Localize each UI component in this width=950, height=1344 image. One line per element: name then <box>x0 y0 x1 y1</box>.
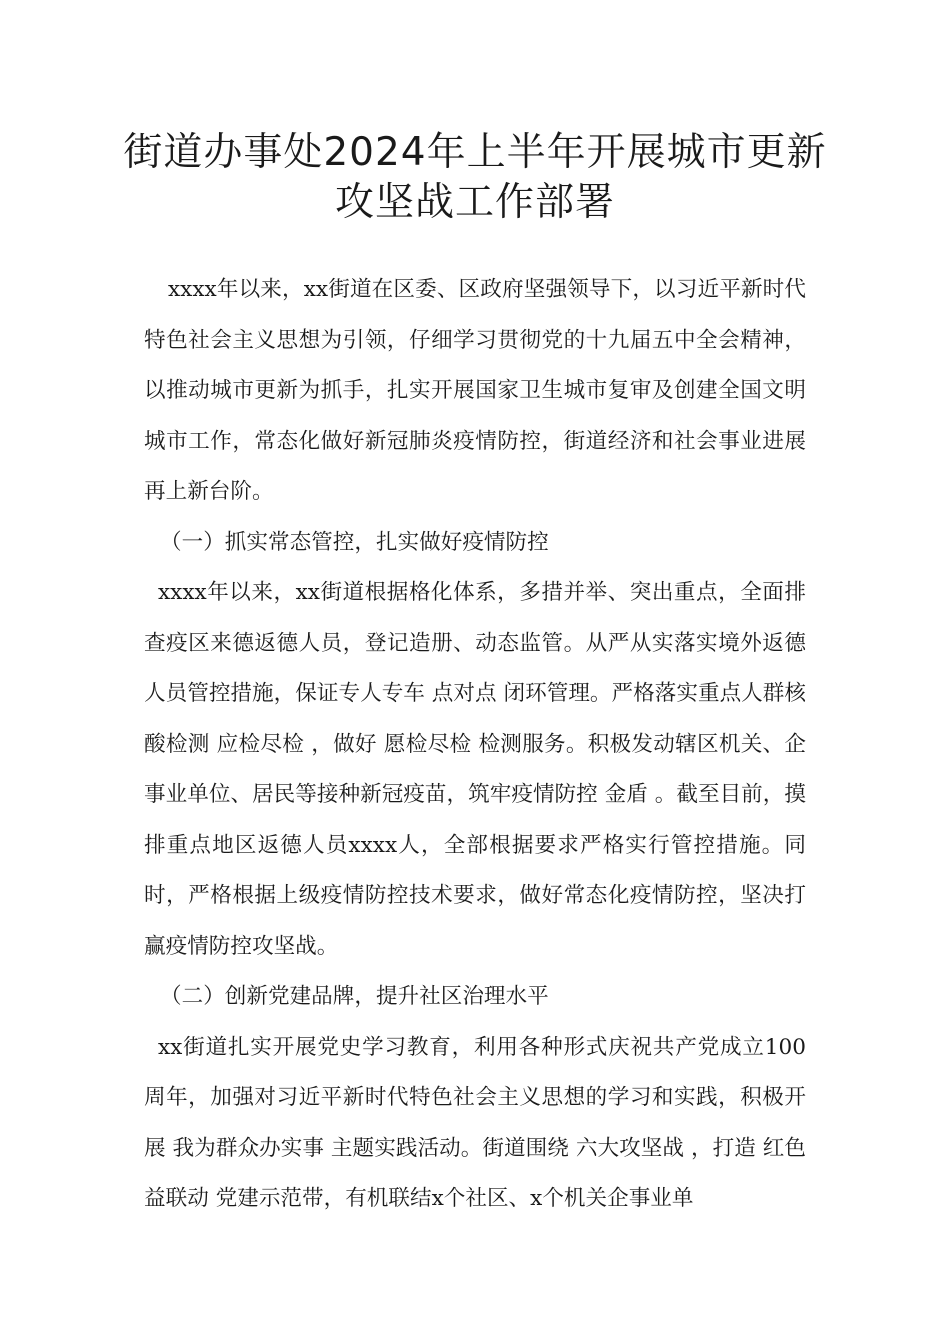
section-heading-2: （二）创新党建品牌，提升社区治理水平 <box>160 984 549 1009</box>
paragraph-intro: xxxx年以来，xx街道在区委、区政府坚强领导下，以习近平新时代特色社会主义思想为引领，仔细学习贯彻党的十九届五中全会精神，以推动城市更新为抓手，扎实开展国家卫生城市复审及创建全国文明城市工作，常态化做好新冠肺炎疫情防控，街道经济和社会事业进展再上新台阶。 <box>144 277 806 504</box>
section-heading-1: （一）抓实常态管控，扎实做好疫情防控 <box>160 529 549 555</box>
paragraph-section-2: xx街道扎实开展党史学习教育，利用各种形式庆祝共产党成立100周年，加强对习近平新时代特色社会主义思想的学习和实践，积极开展 我为群众办实事 主题实践活动。街道围绕 六大攻坚战 ，打造 红色益联动 党建示范带，有机联结x个社区、x个机关企事业单 <box>144 1034 806 1211</box>
document-title: 街道办事处2024年上半年开展城市更新攻坚战工作部署 <box>123 130 827 225</box>
document-body <box>144 265 806 1225</box>
paragraph-section-1: xxxx年以来，xx街道根据格化体系，多措并举、突出重点，全面排查疫区来德返德人员，登记造册、动态监管。从严从实落实境外返德人员管控措施，保证专人专车 点对点 闭环管理。严格落实重点人群核酸检测 应检尽检 ，做好 愿检尽检 检测服务。积极发动辖区机关、企事业单位、居民等接种新冠疫苗，筑牢疫情防控 金盾 。截至目前，摸排重点地区返德人员xxxx人，全部根据要求严格实行管控措施。同时，严格根据上级疫情防控技术要求，做好常态化疫情防控，坚决打赢疫情防控攻坚战。 <box>144 580 806 959</box>
